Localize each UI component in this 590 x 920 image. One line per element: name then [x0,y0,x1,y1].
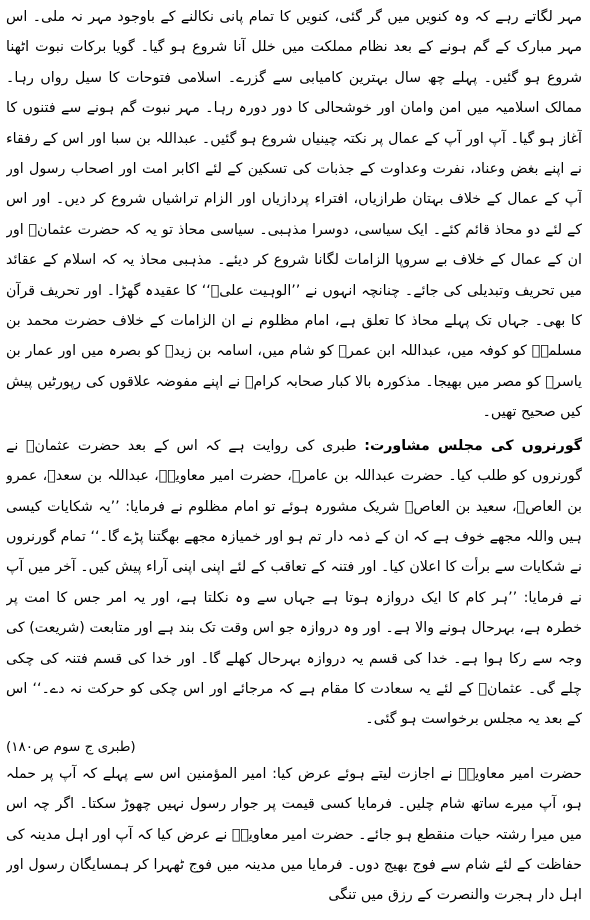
council-paragraph [6,431,582,735]
section-body: طبری کی روایت ہے کہ اس کے بعد حضرت عثمانؓ نے گورنروں کو طلب کیا۔ حضرت عبداللہ بن عامرؓ، حضرت امیر معاویہؓ، عبداللہ بن سعدؓ، عمرو بن العاصؓ، سعید بن العاصؓ شریک مشورہ ہوئے تو امام مظلوم نے فرمایا: ’’یہ شکایات کیسی ہیں واللہ مجھے خوف ہے کہ ان کے ذمہ دار تم ہو اور خمیازہ مجھے بھگتنا پڑے گا۔‘‘ تمام گورنروں نے شکایات سے برأت کا اعلان کیا۔ اور فتنہ کے تعاقب کے لئے اپنی اپنی آراء پیش کیں۔ آخر میں آپ نے فرمایا: ’’ہر کام کا ایک دروازہ ہوتا ہے جہاں سے وہ نکلتا ہے، اور یہ امر جس کا امت پر خطرہ ہے، بہرحال ہونے والا ہے۔ اور وہ دروازہ جو اس وقت تک بند ہے اور متابعت (شریعت) کی وجہ سے رکا ہوا ہے۔ خدا کی قسم یہ دروازہ بہرحال کھلے گا۔ اور خدا کی قسم فتنہ کی چکی چلے گی۔ عثمانؓ کے لئے یہ سعادت کا مقام ہے کہ مرجائے اور اس چکی کو حرکت نہ دے۔‘‘ اس کے بعد یہ مجلس برخواست ہو گئی۔ [6,437,582,728]
document-page [6,2,582,918]
closing-paragraph: حضرت امیر معاویہؓ نے اجازت لیتے ہوئے عرض کیا: امیر المؤمنین اس سے پہلے کہ آپ پر حملہ ہو، آپ میرے ساتھ شام چلیں۔ فرمایا کسی قیمت پر جوار رسول نہیں چھوڑ سکتا۔ اگر چہ اس میں میرا رشتہ حیات منقطع ہو جائے۔ حضرت امیر معاویہؓ نے عرض کیا کہ آپ اور اہل مدینہ کی حفاظت کے لئے شام سے فوج بھیج دوں۔ فرمایا میں مدینہ میں فوج ٹھہرا کر ہمسایگان رسول اور اہل دار ہجرت والنصرت کے رزق میں تنگی [6,765,582,904]
citation: (طبری ج سوم ص۱۸۰) [6,738,136,755]
opening-paragraph: مہر لگاتے رہے کہ وہ کنویں میں گر گئی، کنویں کا تمام پانی نکالنے کے باوجود مہر نہ ملی۔ اس مہر مبارک کے گم ہونے کے بعد نظام مملکت میں خلل آنا شروع ہو گیا۔ گویا برکات نبوت اٹھنا شروع ہو گئیں۔ پہلے چھ سال بہترین کامیابی سے گزرے۔ اسلامی فتوحات کا سیل رواں رہا۔ ممالک اسلامیہ میں امن وامان اور خوشحالی کا دور دورہ رہا۔ مہر نبوت گم ہونے سے فتنوں کا آغاز ہو گیا۔ آپ اور آپ کے عمال پر نکتہ چینیاں شروع ہو گئیں۔ عبداللہ بن سبا اور اس کے رفقاء نے اپنے بغض وعناد، نفرت وعداوت کے جذبات کی تسکین کے لئے اکابر امت اور اصحاب رسول اور آپ کے عمال کے خلاف بہتان طرازیاں، افتراء پردازیاں اور الزام تراشیاں شروع کر دیں۔ اور اس کے لئے دو محاذ قائم کئے۔ ایک سیاسی، دوسرا مذہبی۔ سیاسی محاذ تو یہ کہ حضرت عثمانؓ اور ان کے عمال کے خلاف بے سروپا الزامات لگانا شروع کر دیئے۔ مذہبی محاذ یہ کہ اسلام کے عقائد میں تحریف وتبدیلی کی جائے۔ چنانچہ انہوں نے ’’الوہیت علیؓ‘‘ کا عقیدہ گھڑا۔ اور تحریف قرآن کا بھی۔ جہاں تک پہلے محاذ کا تعلق ہے، امام مظلوم نے ان الزامات کے خلاف حضرت محمد بن مسلمہؓ کو کوفہ میں، عبداللہ ابن عمرؓ کو شام میں، اسامہ بن زیدؓ کو بصرہ میں اور عمار بن یاسرؓ کو مصر میں بھیجا۔ مذکورہ بالا کبار صحابہ کرامؓ نے اپنے مفوضہ علاقوں کی رپورٹیں پیش کیں صحیح تھیں۔ [6,9,582,421]
section-heading: گورنروں کی مجلس مشاورت: [364,437,582,454]
